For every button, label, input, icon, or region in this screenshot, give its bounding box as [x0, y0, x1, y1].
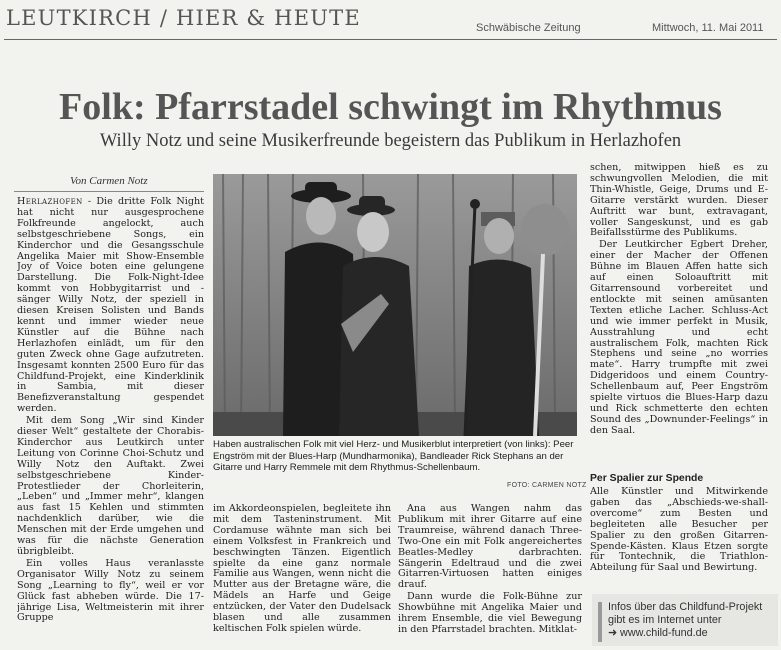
info-box — [592, 594, 778, 646]
article-column-2 — [213, 504, 391, 650]
paragraph-1-text: - Die dritte Folk Night hat nicht nur ausgesprochene Folkfreunde angelockt, auch selbstgeschriebene Songs, ein Kinderchor und die Gesangsschule Angelika Maier mit Show-Ensemble Joy of Voice boten eine gelungene Darstellung. Die Folk-Night-Idee kommt von Hobbygitarrist und -sänger Willy Notz, der speziell in diesen Kreisen Solisten und Bands kennt und immer wieder neue Künstler auf die Bühne nach Herlazhofen einlädt, um für den guten Zweck ohne Gage aufzutreten. Insgesamt konnten 2500 Euro für das Childfund-Projekt, eine Kinderklinik in Sambia, mit dieser Benefizveranstaltung gespendet werden. — [17, 197, 204, 415]
paragraph-9: Alle Künstler und Mitwirkende gaben das „Abschieds-we-shall-overcome“ zum Besten und begleiteten alle Besucher per Spalier zu den großen Gitarren-Spende-Kästen. Klaus Etzen sorgte für Tontechnik, die Triathlon-Abteilung für Saal und Bewirtung. — [590, 487, 768, 574]
paragraph-7: schen, mitwippen hieß es zu schwungvollen Melodien, die mit Thin-Whistle, Geige, Drums und E-Gitarre verstärkt wurden. Dieser Auftritt war bunt, extravagant, voller Sangeskunst, und es gab Beifallsstürme des Publikums. — [590, 163, 768, 239]
headline: Folk: Pfarrstadel schwingt im Rhythmus — [59, 86, 722, 128]
paragraph-3: Ein volles Haus veranlasste Organisator Willy Notz zu seinem Song „Learning to fly“, weil er vor Glück fast abheben würde. Die 17-jährige Lisa, Weltmeisterin mit ihrer Gruppe — [17, 557, 204, 624]
paragraph-8: Der Leutkircher Egbert Dreher, einer der Macher der Offenen Bühne im Blauen Affen hatte sich auf einen Soloauftritt mit Gitarrensound vorbereitet und entlockte mit seinen amüsanten Texten etliche Lacher. Schluss-Act und wie immer perfekt in Musik, Ausstrahlung und echt australischem Folk, machten Rick Stephens und seine „no worries mate“. Harry trumpfte mit zwei Didgeridoos und einem Country-Schellenbaum auf, Peer Engström spielte virtuos die Blues-Harp dazu und Rick schmetterte den echten Sound des „Downunder-Feelings“ in den Saal. — [590, 239, 768, 436]
byline: Von Carmen Notz — [70, 175, 148, 187]
article-column-1 — [17, 197, 204, 649]
section-subheading: Per Spalier zur Spende — [590, 473, 704, 484]
newspaper-name: Schwäbische Zeitung — [476, 22, 581, 34]
paragraph-6: Dann wurde die Folk-Bühne zur Showbühne mit Angelika Maier und ihrem Ensemble, die viel Bewegung in den Pfarrstadel brachten. Mitklat- — [398, 591, 582, 635]
paragraph-1 — [17, 197, 204, 415]
photo-caption: Haben australischen Folk mit viel Herz- und Musikerblut interpretiert (von links): Peer Engström mit der Blues-Harp (Mundharmonika), Bandleader Rick Stephans an der Gitarre und Harry Remmele mit dem Rhythmus-Schellenbaum. — [213, 439, 574, 473]
header-rule — [4, 39, 777, 40]
info-line-1: Infos über das Childfund-Projekt — [608, 601, 763, 613]
info-line-2: gibt es im Internet unter — [608, 614, 722, 626]
concert-photo — [213, 174, 577, 436]
info-line-3 — [608, 627, 708, 640]
concert-photo-illustration — [213, 174, 577, 436]
paragraph-4: im Akkordeonspielen, begleitete ihn mit dem Tasteninstrument. Mit Cordamuse wähnte man sich bei einem Volksfest in Frankreich und beschwingten Tänzen. Eigentlich spielte da eine ganz normale Familie aus Wangen, wenn nicht die Mutter aus der Bretagne wäre, die Mädels an Harfe und Geige entzücken, der Vater den Dudelsack blasen und alle zusammen keltischen Folk spielen würde. — [213, 504, 391, 634]
section-title: LEUTKIRCH / HIER & HEUTE — [6, 6, 361, 30]
info-link[interactable]: www.child-fund.de — [620, 627, 708, 639]
byline-rule — [14, 191, 204, 192]
arrow-icon: ➜ — [608, 627, 621, 639]
issue-date: Mittwoch, 11. Mai 2011 — [652, 22, 764, 34]
article-column-4 — [590, 163, 768, 481]
paragraph-2: Mit dem Song „Wir sind Kinder dieser Welt“ gestaltete der Chorabis-Kinderchor aus Leutkirch unter Leitung von Corinne Choi-Schutz und Willy Notz den Auftakt. Zwei selbstgeschriebene Kinder-Protestlieder der Chorleiterin, „Leben“ und „Immer mehr“, klangen aus fast 15 Kehlen und stimmten nachdenklich darüber, wie die Menschen mit der Erde umgehen und was für die nächste Generation übrigbleibt. — [17, 415, 204, 557]
dateline: Herlazhofen — [17, 197, 83, 207]
photo-credit: FOTO: CARMEN NOTZ — [507, 482, 587, 489]
article-column-4-end — [590, 487, 768, 587]
article-column-3 — [398, 504, 582, 650]
paragraph-5: Ana aus Wangen nahm das Publikum mit ihrer Gitarre auf eine Traumreise, während danach Three-Two-One ein mit Folk angereichertes Beatles-Medley darbrachten. Sängerin Edeltraud und die zwei Gitarren-Virtuosen hatten einiges drauf. — [398, 504, 582, 591]
subheadline: Willy Notz und seine Musikerfreunde begeistern das Publikum in Herlazhofen — [99, 131, 682, 151]
